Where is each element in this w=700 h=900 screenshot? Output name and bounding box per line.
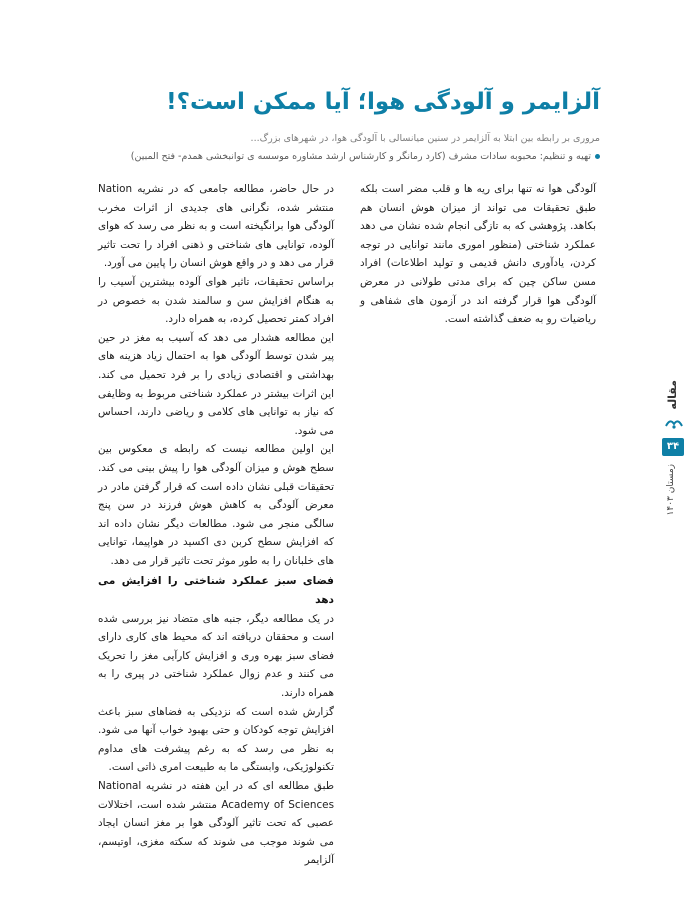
paragraph: طبق مطالعه ای که در این هفته در نشریه National Academy of Sciences منتشر شده است، اختلالات عصبی که تحت تاثیر آلودگی هوا بر مغز انسان ایجاد می شوند موجب می شوند که سکته مغزی، اوتیسم، آلزایمر <box>98 780 334 867</box>
page-sidebar <box>660 380 700 540</box>
paragraph: در حال حاضر، مطالعه جامعی که در نشریه Nation منتشر شده، نگرانی های جدیدی از اثرات مخرب آلودگی هوا برانگیخته است و به نظر می رسد که هوای آلوده، توانایی های شناختی و ذهنی افراد را تحت تاثیر قرار می دهد و در واقع هوش انسان را پایین می آورد. <box>98 183 334 270</box>
paragraph: براساس تحقیقات، تاثیر هوای آلوده بیشترین آسیب را به هنگام افزایش سن و سالمند شدن به خصوص در افراد کمتر تحصیل کرده، به همراه دارد. <box>98 275 334 326</box>
issue-label: زمستان ۱۴۰۳ <box>666 464 676 516</box>
article-title: آلزایمر و آلودگی هوا؛ آیا ممکن است؟! <box>166 89 600 115</box>
paragraph: در یک مطالعه دیگر، جنبه های متضاد نیز بررسی شده است و محققان دریافته اند که محیط های کاری دارای فضای سبز بهره وری و افزایش کارآیی مغز را تحریک می کنند و عدم زوال عملکرد شناختی در پیری را به همراه دارند. <box>98 612 334 700</box>
credit-text: تهیه و تنظیم: محبوبه سادات مشرف (کارد رمانگر و کارشناس ارشد مشاوره موسسه ی توانبخشی همدم- فتح المبین) <box>130 151 591 162</box>
page-number: ۳۴ <box>662 438 684 456</box>
article-credit <box>60 149 600 164</box>
section-label: مقاله <box>666 380 679 410</box>
column-left <box>98 180 334 870</box>
paragraph: این مطالعه هشدار می دهد که آسیب به مغز در حین پیر شدن توسط آلودگی هوا به احتمال زیاد هزینه های بهداشتی و اقتصادی زیادی را بر فرد تحمیل می کند. این اثرات بیشتر در عملکرد شناختی مربوط به وظایفی که نیاز به توانایی های کلامی و ریاضی دارند، احساس می شود. <box>98 331 334 437</box>
section-heading: فضای سبز عملکرد شناختی را افزایش می دهد <box>98 575 334 607</box>
article-lead: مروری بر رابطه بین ابتلا به آلزایمر در سنین میانسالی با آلودگی هوا، در شهرهای بزرگ... <box>250 133 600 144</box>
paragraph: این اولین مطالعه نیست که رابطه ی معکوس بین سطح هوش و میزان آلودگی هوا را پیش بینی می کند. تحقیقات قبلی نشان داده است که قرار گرفتن مادر در معرض آلودگی به کاهش هوش فرزند در سن پنج سالگی منجر می شود. مطالعات دیگر نشان داده اند که افزایش سطح کربن دی اکسید در هواپیما، توانایی های خلبانان را به طور موثر تحت تاثیر قرار می دهد. <box>98 443 334 567</box>
paragraph: گزارش شده است که نزدیکی به فضاهای سبز باعث افزایش توجه کودکان و حتی بهبود خواب آنها می شود. به نظر می رسد که به رغم پیشرفت های مداوم تکنولوژیکی، وابستگی ما به طبیعت امری ذاتی است. <box>98 705 334 774</box>
magazine-logo-icon <box>664 416 684 430</box>
bullet-icon <box>595 154 600 159</box>
column-right <box>360 180 596 329</box>
paragraph: آلودگی هوا نه تنها برای ریه ها و قلب مضر است بلکه طبق تحقیقات می تواند از میزان هوش انسان هم بکاهد. پژوهشی که به تازگی انجام شده نشان می دهد عملکرد شناختی (منظور اموری مانند توانایی در توجه کردن، یادآوری دانش قدیمی و تولید اطلاعات) افراد مسن ساکن چین که برای مدتی طولانی در معرض آلودگی هوا قرار گرفته اند در آزمون های شفاهی و ریاضیات رو به ضعف گذاشته است. <box>360 183 596 326</box>
